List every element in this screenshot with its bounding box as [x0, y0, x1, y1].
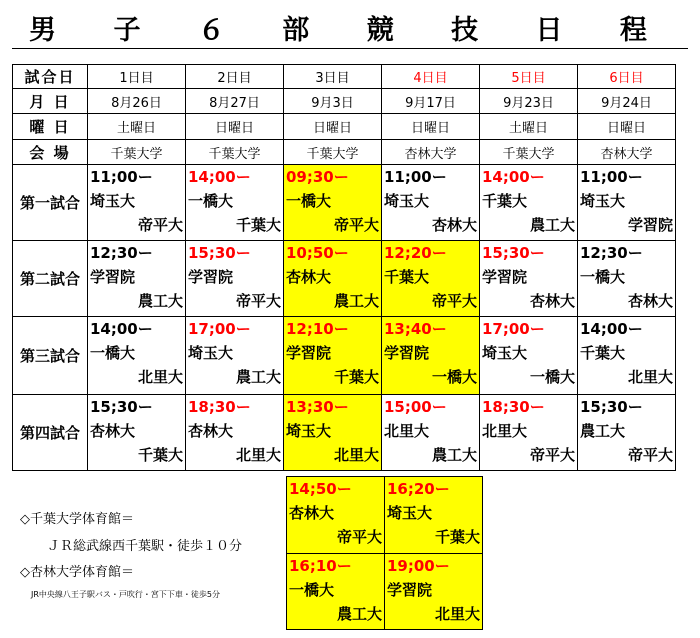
venue-access-chiba: ＪＲ総武線西千葉駅・徒歩１０分 — [47, 539, 243, 554]
game-cell — [186, 395, 284, 471]
team-home: 北里大 — [384, 422, 430, 440]
date-cell: 9月23日 — [480, 89, 578, 114]
game-cell — [382, 317, 480, 395]
team-away: 北里大 — [235, 446, 281, 464]
team-home: 農工大 — [580, 422, 626, 440]
game-label: 第四試合 — [13, 395, 88, 471]
day-label: 6日目 — [578, 65, 676, 89]
team-away: 帝平大 — [431, 292, 477, 310]
game-cell — [88, 241, 186, 317]
team-home: 千葉大 — [580, 344, 626, 362]
team-home: 千葉大 — [482, 192, 528, 210]
weekday-cell: 日曜日 — [382, 114, 480, 140]
game-time: 15;00ー — [384, 398, 447, 416]
team-away: 北里大 — [627, 368, 673, 386]
game-time: 15;30ー — [482, 244, 545, 262]
team-away: 杏林大 — [627, 292, 673, 310]
game-cell — [480, 165, 578, 241]
game-row-2 — [13, 241, 676, 317]
game-cell — [382, 165, 480, 241]
row-day — [13, 65, 676, 89]
game-time: 10;50ー — [286, 244, 349, 262]
team-home: 埼玉大 — [188, 344, 234, 362]
row-label-date: 月 日 — [13, 89, 88, 114]
game-time: 11;00ー — [90, 168, 153, 186]
weekday-cell: 日曜日 — [186, 114, 284, 140]
team-away: 帝平大 — [627, 446, 673, 464]
game-time: 16;20ー — [387, 480, 450, 498]
venue-cell: 千葉大学 — [480, 140, 578, 165]
team-away: 千葉大 — [137, 446, 183, 464]
game-time: 12;10ー — [286, 320, 349, 338]
game-cell — [480, 241, 578, 317]
team-away: 北里大 — [137, 368, 183, 386]
game-time: 15;30ー — [188, 244, 251, 262]
team-home: 一橋大 — [90, 344, 136, 362]
venue-cell: 千葉大学 — [186, 140, 284, 165]
date-cell: 9月24日 — [578, 89, 676, 114]
game-cell — [186, 317, 284, 395]
venue-access-kyorin: JR中央線八王子駅バス・戸吹行・宮下下車・徒歩5分 — [31, 590, 221, 599]
game-time: 13;40ー — [384, 320, 447, 338]
weekday-cell: 土曜日 — [480, 114, 578, 140]
game-cell — [382, 241, 480, 317]
game-cell — [578, 395, 676, 471]
page-title: 男 子 ６ 部 競 技 日 程 — [29, 15, 671, 46]
game-label: 第三試合 — [13, 317, 88, 395]
team-home: 埼玉大 — [482, 344, 528, 362]
team-away: 学習院 — [627, 216, 673, 234]
day-label: 1日目 — [88, 65, 186, 89]
team-home: 杏林大 — [188, 422, 234, 440]
team-home: 学習院 — [90, 268, 136, 286]
game-cell — [287, 554, 385, 630]
game-cell — [287, 477, 385, 554]
game-cell — [480, 317, 578, 395]
day-label: 5日目 — [480, 65, 578, 89]
team-home: 学習院 — [286, 344, 332, 362]
game-row-4 — [13, 395, 676, 471]
day-label: 3日目 — [284, 65, 382, 89]
team-home: 埼玉大 — [384, 192, 430, 210]
game-time: 15;30ー — [580, 398, 643, 416]
weekday-cell: 日曜日 — [284, 114, 382, 140]
schedule-table — [12, 64, 676, 471]
team-home: 千葉大 — [384, 268, 430, 286]
day-label: 2日目 — [186, 65, 284, 89]
row-label-day: 試合日 — [13, 65, 88, 89]
weekday-cell: 日曜日 — [578, 114, 676, 140]
game-time: 14;00ー — [90, 320, 153, 338]
team-away: 帝平大 — [333, 216, 379, 234]
team-away: 農工大 — [235, 368, 281, 386]
team-away: 農工大 — [333, 292, 379, 310]
team-away: 杏林大 — [431, 216, 477, 234]
extra-row-2 — [287, 554, 483, 630]
title-divider — [12, 48, 688, 49]
game-time: 14;00ー — [580, 320, 643, 338]
team-away: 帝平大 — [137, 216, 183, 234]
game-cell — [382, 395, 480, 471]
game-cell — [385, 554, 483, 630]
game-cell — [186, 165, 284, 241]
team-home: 埼玉大 — [90, 192, 136, 210]
game-cell — [480, 395, 578, 471]
team-home: 一橋大 — [580, 268, 626, 286]
game-time: 12;20ー — [384, 244, 447, 262]
team-away: 帝平大 — [336, 528, 382, 546]
game-time: 09;30ー — [286, 168, 349, 186]
row-label-weekday: 曜 日 — [13, 114, 88, 140]
game-label: 第二試合 — [13, 241, 88, 317]
game-cell — [578, 165, 676, 241]
team-away: 帝平大 — [235, 292, 281, 310]
game-cell — [578, 241, 676, 317]
date-cell: 8月26日 — [88, 89, 186, 114]
team-home: 学習院 — [482, 268, 528, 286]
game-time: 14;50ー — [289, 480, 352, 498]
game-row-1 — [13, 165, 676, 241]
game-time: 14;00ー — [188, 168, 251, 186]
team-away: 農工大 — [137, 292, 183, 310]
team-away: 北里大 — [434, 605, 480, 623]
team-home: 埼玉大 — [387, 504, 433, 522]
game-cell — [88, 317, 186, 395]
row-date — [13, 89, 676, 114]
game-time: 11;00ー — [580, 168, 643, 186]
game-cell — [284, 395, 382, 471]
game-time: 13;30ー — [286, 398, 349, 416]
extra-row-1 — [287, 477, 483, 554]
team-home: 北里大 — [482, 422, 528, 440]
venue-cell: 千葉大学 — [88, 140, 186, 165]
team-home: 杏林大 — [90, 422, 136, 440]
team-away: 農工大 — [431, 446, 477, 464]
team-away: 農工大 — [336, 605, 382, 623]
team-away: 杏林大 — [529, 292, 575, 310]
game-time: 11;00ー — [384, 168, 447, 186]
game-cell — [385, 477, 483, 554]
team-away: 千葉大 — [235, 216, 281, 234]
game-time: 18;30ー — [188, 398, 251, 416]
team-home: 杏林大 — [286, 268, 332, 286]
game-cell — [578, 317, 676, 395]
game-cell — [284, 165, 382, 241]
team-home: 学習院 — [387, 581, 433, 599]
game-time: 16;10ー — [289, 557, 352, 575]
game-time: 15;30ー — [90, 398, 153, 416]
venue-note-kyorin: ◇杏林大学体育館＝ — [20, 565, 134, 580]
game-time: 12;30ー — [580, 244, 643, 262]
game-time: 17;00ー — [188, 320, 251, 338]
row-venue — [13, 140, 676, 165]
game-time: 14;00ー — [482, 168, 545, 186]
game-time: 18;30ー — [482, 398, 545, 416]
team-home: 一橋大 — [188, 192, 234, 210]
venue-cell: 杏林大学 — [382, 140, 480, 165]
venue-cell: 千葉大学 — [284, 140, 382, 165]
venue-cell: 杏林大学 — [578, 140, 676, 165]
game-cell — [88, 395, 186, 471]
team-away: 帝平大 — [529, 446, 575, 464]
team-away: 一橋大 — [431, 368, 477, 386]
team-home: 学習院 — [384, 344, 430, 362]
team-home: 埼玉大 — [580, 192, 626, 210]
date-cell: 8月27日 — [186, 89, 284, 114]
date-cell: 9月17日 — [382, 89, 480, 114]
game-cell — [186, 241, 284, 317]
team-home: 一橋大 — [289, 581, 335, 599]
team-away: 千葉大 — [434, 528, 480, 546]
game-row-3 — [13, 317, 676, 395]
game-time: 17;00ー — [482, 320, 545, 338]
game-cell — [284, 317, 382, 395]
game-time: 12;30ー — [90, 244, 153, 262]
game-time: 19;00ー — [387, 557, 450, 575]
row-label-venue: 会 場 — [13, 140, 88, 165]
row-weekday — [13, 114, 676, 140]
game-cell — [88, 165, 186, 241]
team-home: 杏林大 — [289, 504, 335, 522]
team-away: 農工大 — [529, 216, 575, 234]
team-home: 学習院 — [188, 268, 234, 286]
weekday-cell: 土曜日 — [88, 114, 186, 140]
team-home: 埼玉大 — [286, 422, 332, 440]
game-cell — [284, 241, 382, 317]
game-label: 第一試合 — [13, 165, 88, 241]
team-home: 一橋大 — [286, 192, 332, 210]
team-away: 北里大 — [333, 446, 379, 464]
venue-note-chiba: ◇千葉大学体育館＝ — [20, 512, 134, 527]
day-label: 4日目 — [382, 65, 480, 89]
team-away: 一橋大 — [529, 368, 575, 386]
extra-games-table — [286, 476, 483, 630]
date-cell: 9月3日 — [284, 89, 382, 114]
team-away: 千葉大 — [333, 368, 379, 386]
